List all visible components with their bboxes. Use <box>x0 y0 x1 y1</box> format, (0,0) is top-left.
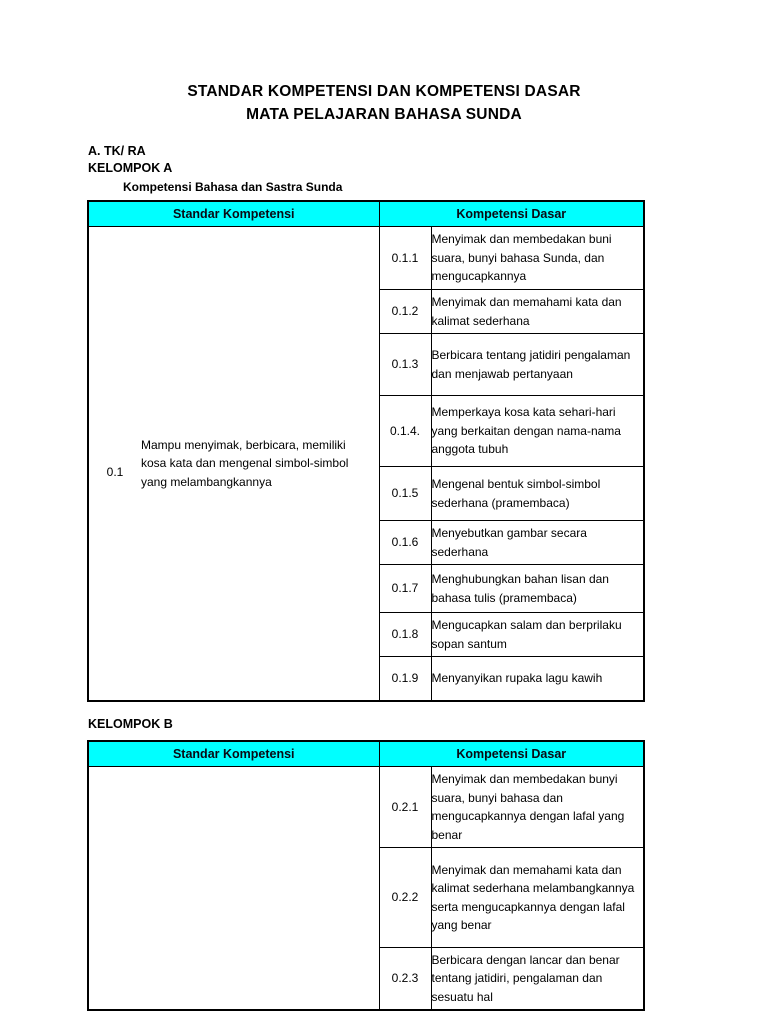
kd-text: Menyimak dan membedakan bunyi suara, bunyi bahasa dan mengucapkannya dengan lafal yang benar <box>431 767 644 848</box>
kd-text: Menyanyikan rupaka lagu kawih <box>431 657 644 702</box>
standar-kompetensi-number: 0.1 <box>106 464 124 479</box>
standar-kompetensi-cell <box>88 767 379 1011</box>
group-a-label: KELOMPOK A <box>88 161 173 175</box>
group-a-subtitle: Kompetensi Bahasa dan Sastra Sunda <box>123 180 343 194</box>
kd-text: Menyimak dan membedakan buni suara, bunyi bahasa Sunda, dan mengucapkannya <box>431 227 644 290</box>
kd-code: 0.1.5 <box>379 467 431 521</box>
table-kelompok-a <box>87 200 645 702</box>
kd-text: Menyebutkan gambar secara sederhana <box>431 521 644 565</box>
column-header-kompetensi-dasar: Kompetensi Dasar <box>379 741 644 767</box>
title-line-1: STANDAR KOMPETENSI DAN KOMPETENSI DASAR <box>187 83 581 100</box>
column-header-standar-kompetensi: Standar Kompetensi <box>88 741 379 767</box>
table-kelompok-b <box>87 740 645 1011</box>
kd-text: Memperkaya kosa kata sehari-hari yang berkaitan dengan nama-nama anggota tubuh <box>431 396 644 467</box>
table-header-row <box>88 741 644 767</box>
group-b-label: KELOMPOK B <box>88 717 173 731</box>
kd-code: 0.1.7 <box>379 565 431 613</box>
standar-kompetensi-number <box>89 875 141 902</box>
table-row <box>88 227 644 290</box>
standar-kompetensi-text: Mampu menyimak, berbicara, memiliki kosa kata dan mengenal simbol-simbol yang melambangkannya <box>141 437 349 489</box>
kd-text: Menyimak dan memahami kata dan kalimat sederhana melambangkannya serta mengucapkannya dengan lafal yang benar <box>431 848 644 948</box>
kd-code: 0.1.9 <box>379 657 431 702</box>
table-header-row <box>88 201 644 227</box>
kd-code: 0.1.2 <box>379 290 431 334</box>
kd-code: 0.2.2 <box>379 848 431 948</box>
table-row <box>88 767 644 848</box>
page-title <box>0 80 768 126</box>
kd-text: Mengenal bentuk simbol-simbol sederhana (pramembaca) <box>431 467 644 521</box>
title-line-2: MATA PELAJARAN BAHASA SUNDA <box>246 106 522 123</box>
kd-code: 0.1.1 <box>379 227 431 290</box>
kd-text: Mengucapkan salam dan berprilaku sopan santum <box>431 613 644 657</box>
kd-code: 0.2.3 <box>379 948 431 1011</box>
kd-text: Berbicara dengan lancar dan benar tentang jatidiri, pengalaman dan sesuatu hal <box>431 948 644 1011</box>
kd-text: Menghubungkan bahan lisan dan bahasa tulis (pramembaca) <box>431 565 644 613</box>
kd-text: Menyimak dan memahami kata dan kalimat sederhana <box>431 290 644 334</box>
kd-code: 0.1.3 <box>379 334 431 396</box>
kd-code: 0.2.1 <box>379 767 431 848</box>
column-header-kompetensi-dasar: Kompetensi Dasar <box>379 201 644 227</box>
kd-code: 0.1.6 <box>379 521 431 565</box>
kd-code: 0.1.4. <box>379 396 431 467</box>
column-header-standar-kompetensi: Standar Kompetensi <box>88 201 379 227</box>
standar-kompetensi-cell <box>88 227 379 702</box>
section-label-a: A. TK/ RA <box>88 144 146 158</box>
kd-text: Berbicara tentang jatidiri pengalaman dan menjawab pertanyaan <box>431 334 644 396</box>
kd-code: 0.1.8 <box>379 613 431 657</box>
